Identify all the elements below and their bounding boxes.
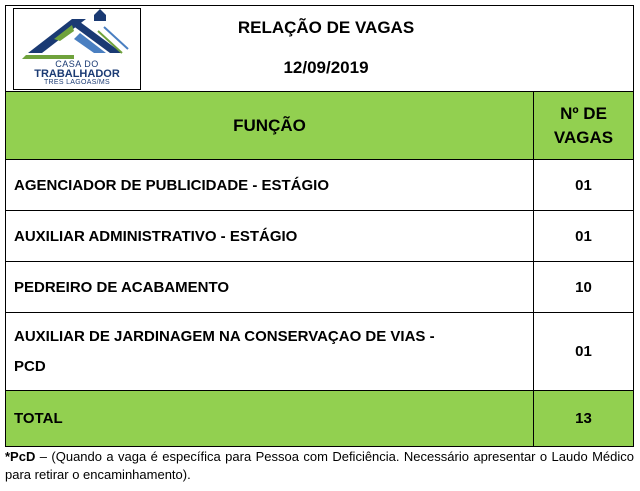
document-date: 12/09/2019 (283, 58, 369, 77)
table-row (6, 262, 634, 313)
footnote-text: – (Quando a vaga é específica para Pessoa com Deficiência. Necessário apresentar o Laudo Médico para retirar o encaminhamento). (5, 449, 634, 482)
house-logo-icon (14, 9, 140, 61)
vacancies-table (5, 91, 634, 447)
table-row (6, 211, 634, 262)
logo (13, 8, 141, 90)
column-header-vacancies (534, 92, 634, 160)
row-function: AGENCIADOR DE PUBLICIDADE - ESTÁGIO (6, 160, 534, 211)
logo-text-line3: TRES LAGOAS/MS (43, 79, 111, 86)
table-total-row (6, 391, 634, 447)
logo-text-line2: TRABALHADOR (34, 68, 120, 80)
row-function: PEDREIRO DE ACABAMENTO (6, 262, 534, 313)
table-row (6, 313, 634, 391)
row-function-line1: AUXILIAR DE JARDINAGEM NA CONSERVAÇAO DE VIAS - (14, 327, 435, 345)
row-count: 01 (534, 313, 634, 391)
row-function (6, 313, 534, 391)
document-header (5, 5, 634, 91)
row-count: 01 (534, 160, 634, 211)
column-header-function: FUNÇÃO (6, 92, 534, 160)
row-count: 10 (534, 262, 634, 313)
row-function: AUXILIAR ADMINISTRATIVO - ESTÁGIO (6, 211, 534, 262)
table-row (6, 160, 634, 211)
row-function-line2: PCD (14, 357, 46, 375)
document-title: RELAÇÃO DE VAGAS (237, 18, 415, 37)
total-label: TOTAL (6, 391, 534, 447)
footnote-term: *PcD (5, 449, 36, 464)
total-count: 13 (534, 391, 634, 447)
logo-text-line1: CASA DO (55, 59, 99, 69)
column-header-vacancies-line1: Nº DE (560, 103, 607, 123)
row-count: 01 (534, 211, 634, 262)
footnote (5, 448, 634, 484)
column-header-vacancies-line2: VAGAS (553, 127, 614, 147)
table-header-row (6, 92, 634, 160)
